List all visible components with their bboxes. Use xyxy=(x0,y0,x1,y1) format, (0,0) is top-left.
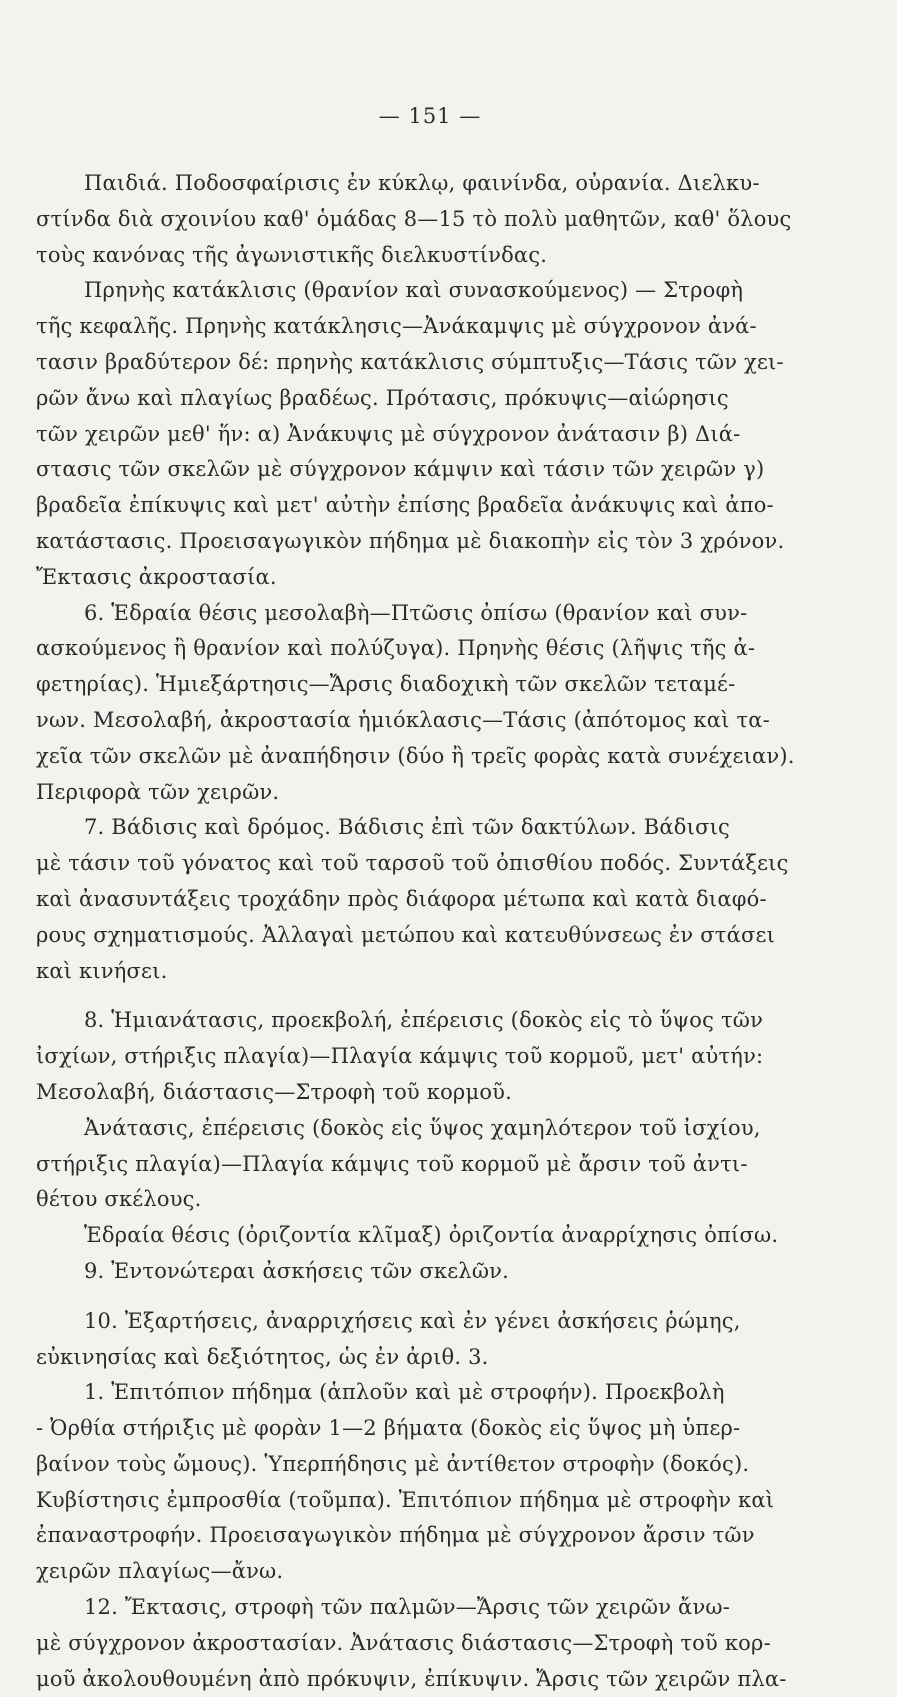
text-line: Πρηνὴς κατάκλισις (θρανίον καὶ συνασκούμενος) — Στροφὴ xyxy=(84,278,744,303)
text-line: Μεσολαβή, διάστασις—Στροφὴ τοῦ κορμοῦ. xyxy=(36,1079,513,1104)
text-line: στασις τῶν σκελῶν μὲ σύγχρονον κάμψιν καὶ τάσιν τῶν χειρῶν γ) xyxy=(36,457,765,482)
text-line: κατάστασις. Προεισαγωγικὸν πήδημα μὲ διακοπὴν εἰς τὸν 3 χρόνον. xyxy=(36,528,785,553)
text-line: ἐπαναστροφήν. Προεισαγωγικὸν πήδημα μὲ σύγχρονον ἄρσιν τῶν xyxy=(36,1523,755,1548)
text-line: στίνδα διὰ σχοινίου καθ' ὁμάδας 8—15 τὸ πολὺ μαθητῶν, καθ' ὅλους xyxy=(36,206,792,231)
text-line: - Ὀρθία στήριξις μὲ φορὰν 1—2 βήματα (δοκὸς εἰς ὕψος μὴ ὑπερ- xyxy=(36,1416,741,1441)
text-line: καὶ ἀνασυντάξεις τροχάδην πρὸς διάφορα μέτωπα καὶ κατὰ διαφό- xyxy=(36,886,767,911)
text-line: Παιδιά. Ποδοσφαίρισις ἐν κύκλῳ, φαινίνδα, οὐρανία. Διελκυ- xyxy=(84,171,760,195)
text-line: φετηρίας). Ἡμιεξάρτησις—Ἄρσις διαδοχικὴ τῶν σκελῶν τεταμέ- xyxy=(36,672,736,697)
text-line: 12. Ἔκτασις, στροφὴ τῶν παλμῶν—Ἄρσις τῶν χειρῶν ἄνω- xyxy=(84,1595,731,1620)
text-line: Κυβίστησις ἐμπροσθία (τοῦμπα). Ἐπιτόπιον πήδημα μὲ στροφὴν καὶ xyxy=(36,1487,775,1512)
paragraph-gap xyxy=(36,989,796,1003)
text-line: τῆς κεφαλῆς. Πρηνὴς κατάκλησις—Ἀνάκαμψις μὲ σύγχρονον ἀνά- xyxy=(36,314,757,339)
text-line: μοῦ ἀκολουθουμένη ἀπὸ πρόκυψιν, ἐπίκυψιν. Ἄρσις τῶν χειρῶν πλα- xyxy=(36,1666,787,1691)
paragraph-gap xyxy=(36,1290,796,1304)
text-line: τῶν χειρῶν μεθ' ἥν: α) Ἀνάκυψις μὲ σύγχρονον ἀνάτασιν β) Διά- xyxy=(36,421,741,446)
text-line: μὲ τάσιν τοῦ γόνατος καὶ τοῦ ταρσοῦ τοῦ ὀπισθίου ποδός. Συντάξεις xyxy=(36,851,789,876)
text-line: 1. Ἐπιτόπιον πήδημα (ἁπλοῦν καὶ μὲ στροφήν). Προεκβολὴ xyxy=(84,1380,725,1405)
text-line: μὲ σύγχρονον ἀκροστασίαν. Ἀνάτασις διάστασις—Στροφὴ τοῦ κορ- xyxy=(36,1630,771,1655)
text-line: 6. Ἑδραία θέσις μεσολαβὴ—Πτῶσις ὀπίσω (θρανίον καὶ συν- xyxy=(84,600,748,625)
text-line: θέτου σκέλους. xyxy=(36,1187,202,1212)
text-line: 10. Ἐξαρτήσεις, ἀναρριχήσεις καὶ ἐν γένει ἀσκήσεις ῥώμης, xyxy=(84,1308,741,1333)
text-line: ἰσχίων, στήριξις πλαγία)—Πλαγία κάμψις τοῦ κορμοῦ, μετ' αὐτήν: xyxy=(36,1044,764,1069)
text-line: Περιφορὰ τῶν χειρῶν. xyxy=(36,779,280,804)
text-line: βραδεῖα ἐπίκυψις καὶ μετ' αὐτὴν ἐπίσης βραδεῖα ἀνάκυψις καὶ ἀπο- xyxy=(36,493,774,518)
text-line: εὐκινησίας καὶ δεξιότητος, ὡς ἐν ἀριθ. 3. xyxy=(36,1344,489,1369)
text-line: ρους σχηματισμούς. Ἀλλαγαὶ μετώπου καὶ κατευθύνσεως ἐν στάσει xyxy=(36,922,776,947)
text-line: Ἑδραία θέσις (ὀριζοντία κλῖμαξ) ὀριζοντία ἀναρρίχησις ὀπίσω. xyxy=(84,1223,779,1248)
text-line: τασιν βραδύτερον δέ: πρηνὴς κατάκλισις σύμπτυξις—Τάσις τῶν χει- xyxy=(36,349,784,374)
text-line: τοὺς κανόνας τῆς ἀγωνιστικῆς διελκυστίνδας. xyxy=(36,242,548,267)
page-number: — 151 — xyxy=(378,104,482,128)
body-text xyxy=(36,166,796,1697)
text-line: 9. Ἐντονώτεραι ἀσκήσεις τῶν σκελῶν. xyxy=(84,1258,509,1283)
text-line: καὶ κινήσει. xyxy=(36,958,168,983)
text-line: χεῖα τῶν σκελῶν μὲ ἀναπήδησιν (δύο ἢ τρεῖς φορὰς κατὰ συνέχειαν). xyxy=(36,743,795,768)
text-line: Ἀνάτασις, ἐπέρεισις (δοκὸς εἰς ὕψος χαμηλότερον τοῦ ἰσχίου, xyxy=(84,1115,761,1140)
text-line: χειρῶν πλαγίως—ἄνω. xyxy=(36,1559,284,1584)
text-line: νων. Μεσολαβή, ἀκροστασία ἡμιόκλασις—Τάσις (ἀπότομος καὶ τα- xyxy=(36,707,770,732)
text-line: ρῶν ἄνω καὶ πλαγίως βραδέως. Πρότασις, πρόκυψις—αἰώρησις xyxy=(36,385,729,410)
text-line: ασκούμενος ἢ θρανίον καὶ πολύζυγα). Πρηνὴς θέσις (λῆψις τῆς ἀ- xyxy=(36,636,756,661)
text-line: Ἔκτασις ἀκροστασία. xyxy=(36,564,277,589)
text-line: 7. Βάδισις καὶ δρόμος. Βάδισις ἐπὶ τῶν δακτύλων. Βάδισις xyxy=(84,815,731,840)
text-line: βαίνον τοὺς ὤμους). Ὑπερπήδησις μὲ ἀντίθετον στροφὴν (δοκός). xyxy=(36,1451,750,1476)
text-line: 8. Ἡμιανάτασις, προεκβολή, ἐπέρεισις (δοκὸς εἰς τὸ ὕψος τῶν xyxy=(84,1008,764,1033)
text-line: στήριξις πλαγία)—Πλαγία κάμψις τοῦ κορμοῦ μὲ ἄρσιν τοῦ ἀντι- xyxy=(36,1151,748,1176)
